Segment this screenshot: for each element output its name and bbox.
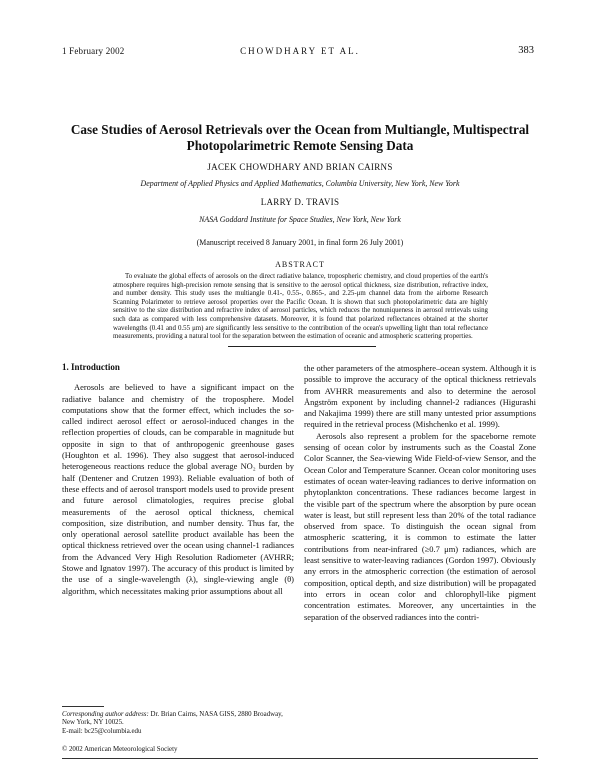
footer-divider	[62, 758, 538, 759]
authors: JACEK CHOWDHARY AND BRIAN CAIRNS	[207, 162, 393, 172]
copyright: © 2002 American Meteorological Society	[62, 746, 178, 753]
left-column	[62, 362, 294, 597]
footnote-divider	[62, 706, 104, 707]
footnote	[62, 711, 294, 736]
author-secondary: LARRY D. TRAVIS	[260, 197, 340, 207]
intro-paragraph-1: Aerosols are believed to have a significant impact on the radiative balance and chemistry of the troposphere. Model computations show that the former effect, which includes the so-called indirect aerosol effect or aerosol-induced changes in the reflection properties of clouds, can be comparable in magnitude but opposite in sign to that of anthropogenic greenhouse gases (Houghton et al. 1996). They also suggest that aerosol-induced heterogeneous reactions reduce the global average NO₂ burden by half (Dentener and Crutzen 1993). Reliable evaluation of both of these effects and of aerosol transport models used to provide present and future aerosol climatologies, requires precise global measurements of the aerosol optical thickness, chemical composition, size distribution, and number density. Thus far, the only operational aerosol satellite product available has been the optical thickness retrieved over the ocean using channel-1 radiances from the Advanced Very High Resolution Radiometer (AVHRR; Stowe and Ignatov 1997). The accuracy of this product is limited by the use of a single-wavelength (λ), single-viewing angle (θ) algorithm, which necessitates making prior assumptions about all	[62, 382, 294, 596]
footnote-address: Dr. Brian Cairns, NASA GISS, 2880 Broadway, New York, NY 10025.	[62, 711, 283, 727]
abstract-divider	[228, 346, 376, 347]
paper-title: Case Studies of Aerosol Retrievals over the Ocean from Multiangle, Multispectral Photopolarimetric Remote Sensing Data	[70, 122, 530, 153]
right-column	[304, 363, 536, 623]
footnote-email: E-mail: bc25@columbia.edu	[62, 727, 142, 735]
manuscript-received: (Manuscript received 8 January 2001, in final form 26 July 2001)	[196, 238, 404, 247]
affiliation-secondary: NASA Goddard Institute for Space Studies, New York, New York	[199, 215, 401, 224]
intro-paragraph-continued: the other parameters of the atmosphere–ocean system. Although it is possible to improve the accuracy of the optical thickness retrievals from AVHRR measurements and also to determine the aerosol Ångström exponent by including channel-2 radiances (Higurashi and Nakajima 1999) there are still many untested prior assumptions required in the retrieval process (Mishchenko et al. 1999).	[304, 363, 536, 430]
page-number: 383	[518, 45, 534, 56]
running-header-date: 1 February 2002	[62, 46, 125, 56]
abstract-heading: ABSTRACT	[275, 260, 325, 269]
abstract-text: To evaluate the global effects of aerosols on the direct radiative balance, tropospheric chemistry, and cloud properties of the earth's atmosphere requires high-precision remote sensing that is sensitive to the aerosol optical thickness, size distribution, refractive index, and number density. This study uses the multiangle 0.41-, 0.55-, 0.865-, and 2.25-μm channel data from the airborne Research Scanning Polarimeter to retrieve aerosol properties over the Pacific Ocean. It is shown that such photopolarimetric data are highly sensitive to the size distribution and refractive index of aerosol particles, which reduces the nonuniqueness in aerosol retrievals using such data as compared with less comprehensive datasets. Moreover, it is found that polarized reflectances obtained at the shorter wavelengths (0.41 and 0.55 μm) are significantly less sensitive to the contribution of the ocean's upwelling light than total reflectance measurements, providing a natural tool for the separation between the estimation of oceanic and atmospheric scattering properties.	[113, 273, 488, 341]
running-header-title: CHOWDHARY ET AL.	[240, 46, 360, 56]
affiliation: Department of Applied Physics and Applied Mathematics, Columbia University, New York, New York	[140, 179, 460, 188]
intro-paragraph-2: Aerosols also represent a problem for the spaceborne remote sensing of ocean color by instruments such as the Coastal Zone Color Scanner, the Sea-viewing Wide Field-of-view Sensor, and the Ocean Color and Temperature Scanner. Ocean color monitoring uses estimates of ocean water-leaving radiances to derive information on phytoplankton concentrations. These radiances become largest in the visible part of the spectrum where the absorption by pure ocean water is least, but still represent less than 20% of the total radiance observed from space. To distinguish the ocean signal from atmospheric scattering, it is common to estimate the latter contributions from near-infrared (≥0.7 μm) radiances, which are least sensitive to water-leaving radiances (Gordon 1997). Obviously any errors in the atmospheric correction (the estimation of aerosol composition, optical depth, and size distribution) will be propagated into errors in ocean color and chlorophyll-like pigment concentration estimates. Moreover, any uncertainties in the separation of the observed radiances into the contri-	[304, 430, 536, 622]
footnote-label: Corresponding author address:	[62, 711, 149, 718]
section-heading: 1. Introduction	[62, 362, 120, 372]
